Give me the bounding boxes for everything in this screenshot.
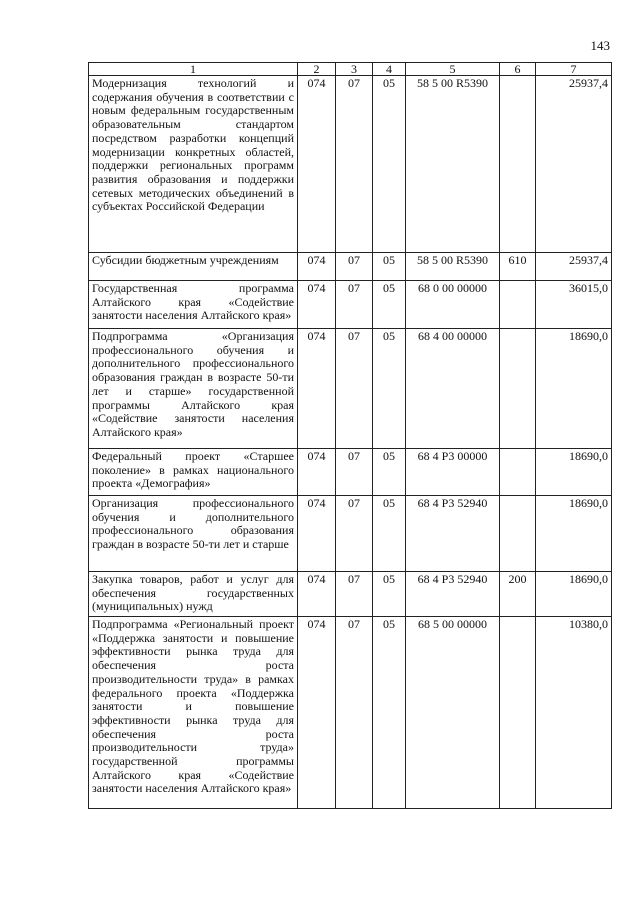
row-amount: 18690,0 <box>536 449 612 496</box>
row-subsection: 05 <box>373 572 406 617</box>
row-section: 07 <box>336 496 373 572</box>
row-subsection: 05 <box>373 617 406 809</box>
header-col-7: 7 <box>536 63 612 76</box>
row-name: Модернизация технологий и содержания обучения в соответствии с новым федеральным государственным образовательным стандартом посредством разработки концепций модернизации конкретных областей, поддержки региональных программ развития образования и поддержки сетевых методических объединений в субъектах Российской Федерации <box>89 76 298 253</box>
row-name: Государственная программа Алтайского края «Содействие занятости населения Алтайского края» <box>89 281 298 329</box>
table-row <box>89 572 612 617</box>
row-target: 68 4 P3 52940 <box>406 496 500 572</box>
row-name: Субсидии бюджетным учреждениям <box>89 253 298 281</box>
row-amount: 18690,0 <box>536 572 612 617</box>
table-row <box>89 449 612 496</box>
row-section: 07 <box>336 449 373 496</box>
row-expense <box>500 281 536 329</box>
row-amount: 18690,0 <box>536 329 612 449</box>
row-section: 07 <box>336 281 373 329</box>
budget-table <box>88 62 612 809</box>
table-row <box>89 281 612 329</box>
row-section: 07 <box>336 329 373 449</box>
header-col-6: 6 <box>500 63 536 76</box>
row-section: 07 <box>336 617 373 809</box>
row-name: Организация профессионального обучения и дополнительного профессионального образования граждан в возрасте 50-ти лет и старше <box>89 496 298 572</box>
row-amount: 36015,0 <box>536 281 612 329</box>
header-col-5: 5 <box>406 63 500 76</box>
header-col-4: 4 <box>373 63 406 76</box>
row-ministry: 074 <box>298 329 336 449</box>
row-subsection: 05 <box>373 449 406 496</box>
header-col-3: 3 <box>336 63 373 76</box>
row-target: 68 0 00 00000 <box>406 281 500 329</box>
table-row <box>89 329 612 449</box>
row-name: Подпрограмма «Региональный проект «Поддержка занятости и повышение эффективности рынка труда для обеспечения роста производительности труда» в рамках федерального проекта «Поддержка занятости и повышение эффективности рынка труда для обеспечения роста производительности труда» государственной программы Алтайского края «Содействие занятости населения Алтайского края» <box>89 617 298 809</box>
row-expense <box>500 496 536 572</box>
row-ministry: 074 <box>298 572 336 617</box>
row-target: 68 5 00 00000 <box>406 617 500 809</box>
row-subsection: 05 <box>373 329 406 449</box>
row-name: Подпрограмма «Организация профессионального обучения и дополнительного профессионального образования граждан в возрасте 50-ти лет и старше» государственной программы Алтайского края «Содействие занятости населения Алтайского края» <box>89 329 298 449</box>
header-col-2: 2 <box>298 63 336 76</box>
table-row <box>89 617 612 809</box>
header-col-1: 1 <box>89 63 298 76</box>
row-expense <box>500 329 536 449</box>
row-expense: 200 <box>500 572 536 617</box>
row-amount: 25937,4 <box>536 76 612 253</box>
page-number: 143 <box>590 38 610 53</box>
row-subsection: 05 <box>373 496 406 572</box>
row-amount: 18690,0 <box>536 496 612 572</box>
row-expense <box>500 617 536 809</box>
table-row <box>89 253 612 281</box>
row-ministry: 074 <box>298 449 336 496</box>
row-ministry: 074 <box>298 496 336 572</box>
row-target: 68 4 00 00000 <box>406 329 500 449</box>
row-section: 07 <box>336 253 373 281</box>
row-ministry: 074 <box>298 281 336 329</box>
table-row <box>89 496 612 572</box>
header-row <box>89 63 612 76</box>
row-expense <box>500 76 536 253</box>
row-section: 07 <box>336 572 373 617</box>
row-name: Закупка товаров, работ и услуг для обеспечения государственных (муниципальных) нужд <box>89 572 298 617</box>
row-subsection: 05 <box>373 76 406 253</box>
row-name: Федеральный проект «Старшее поколение» в рамках национального проекта «Демография» <box>89 449 298 496</box>
row-section: 07 <box>336 76 373 253</box>
row-amount: 10380,0 <box>536 617 612 809</box>
row-target: 68 4 P3 52940 <box>406 572 500 617</box>
row-subsection: 05 <box>373 253 406 281</box>
row-ministry: 074 <box>298 76 336 253</box>
table-row <box>89 76 612 253</box>
row-target: 58 5 00 R5390 <box>406 253 500 281</box>
row-ministry: 074 <box>298 617 336 809</box>
row-amount: 25937,4 <box>536 253 612 281</box>
row-expense <box>500 449 536 496</box>
row-ministry: 074 <box>298 253 336 281</box>
row-target: 58 5 00 R5390 <box>406 76 500 253</box>
row-subsection: 05 <box>373 281 406 329</box>
row-expense: 610 <box>500 253 536 281</box>
row-target: 68 4 P3 00000 <box>406 449 500 496</box>
